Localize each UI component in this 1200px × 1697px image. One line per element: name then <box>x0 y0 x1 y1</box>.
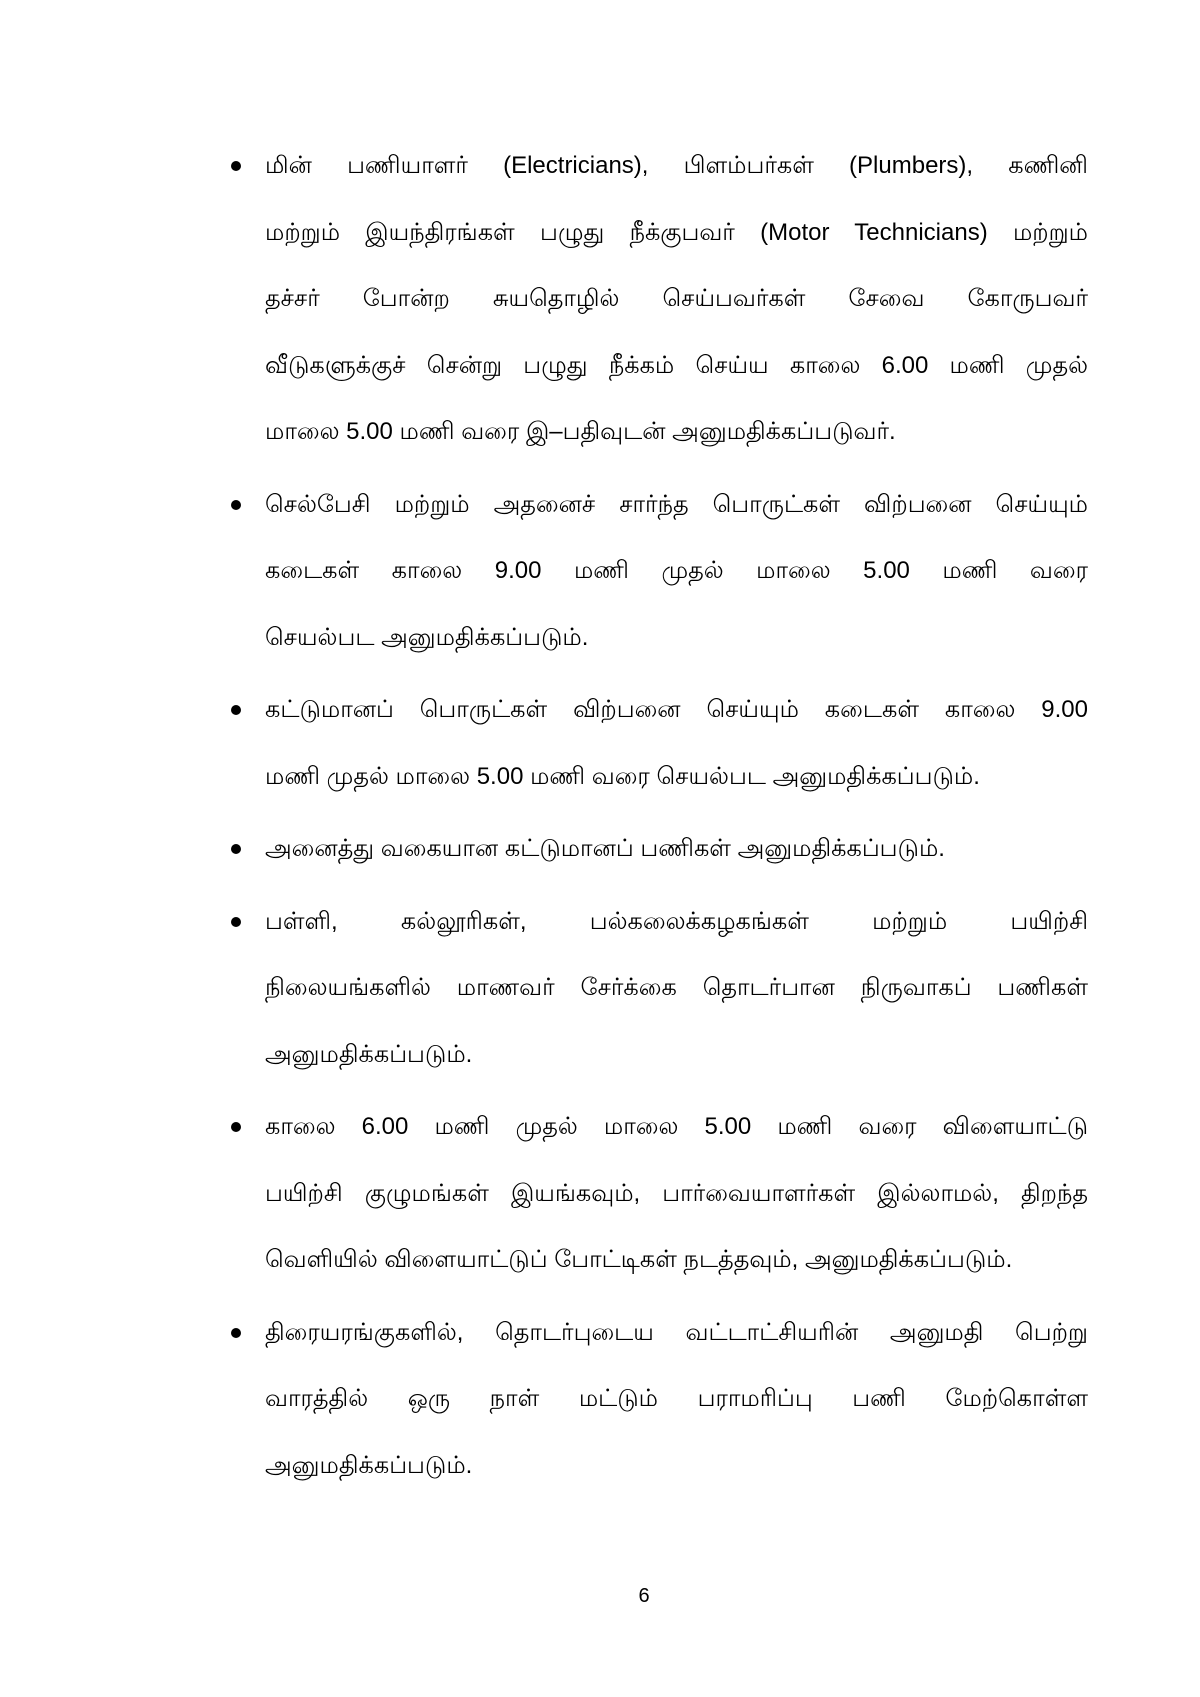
bullet-text-line: செல்பேசி மற்றும் அதனைச் சார்ந்த பொருட்கள் விற்பனை செய்யும் <box>265 490 1088 518</box>
bullet-item <box>265 472 1088 672</box>
bullet-icon <box>231 844 241 854</box>
bullet-list <box>265 133 1088 1505</box>
bullet-text-line: மாலை 5.00 மணி வரை இ–பதிவுடன் அனுமதிக்கப்படுவர். <box>265 418 896 445</box>
bullet-text-line: வாரத்தில் ஒரு நாள் மட்டும் பராமரிப்பு பணி மேற்கொள்ள <box>265 1385 1088 1412</box>
bullet-item <box>265 816 1088 883</box>
bullet-text-line: செயல்பட அனுமதிக்கப்படும். <box>265 623 589 651</box>
bullet-text-line: மின் பணியாளர் (Electricians), பிளம்பர்கள் (Plumbers), கணினி <box>265 152 1088 179</box>
bullet-item <box>265 133 1088 466</box>
bullet-text-line: மற்றும் இயந்திரங்கள் பழுது நீக்குபவர் (Motor Technicians) மற்றும் <box>265 218 1088 246</box>
bullet-text-line: தச்சர் போன்ற சுயதொழில் செய்பவர்கள் சேவை கோருபவர் <box>265 285 1088 312</box>
bullet-icon <box>231 1122 241 1132</box>
bullet-icon <box>231 917 241 927</box>
page-number: 6 <box>638 1585 650 1607</box>
bullet-icon <box>231 161 241 171</box>
bullet-text-line: நிலையங்களில் மாணவர் சேர்க்கை தொடர்பான நிருவாகப் பணிகள் <box>265 974 1088 1001</box>
bullet-item <box>265 1094 1088 1294</box>
bullet-text-line: திரையரங்குகளில், தொடர்புடைய வட்டாட்சியரின் அனுமதி பெற்று <box>265 1318 1088 1346</box>
bullet-text-line: அனைத்து வகையான கட்டுமானப் பணிகள் அனுமதிக்கப்படும். <box>265 835 945 862</box>
bullet-item <box>265 677 1088 810</box>
bullet-text-line: வீடுகளுக்குச் சென்று பழுது நீக்கம் செய்ய காலை 6.00 மணி முதல் <box>265 351 1088 379</box>
bullet-icon <box>231 1328 241 1338</box>
bullet-text-line: கடைகள் காலை 9.00 மணி முதல் மாலை 5.00 மணி வரை <box>265 557 1088 584</box>
bullet-icon <box>231 500 241 510</box>
bullet-item <box>265 1300 1088 1500</box>
bullet-text-line: அனுமதிக்கப்படும். <box>265 1451 473 1479</box>
bullet-text-line: அனுமதிக்கப்படும். <box>265 1040 473 1068</box>
bullet-text-line: மணி முதல் மாலை 5.00 மணி வரை செயல்பட அனுமதிக்கப்படும். <box>265 762 980 790</box>
bullet-text-line: வெளியில் விளையாட்டுப் போட்டிகள் நடத்தவும், அனுமதிக்கப்படும். <box>265 1246 1013 1273</box>
bullet-text-line: காலை 6.00 மணி முதல் மாலை 5.00 மணி வரை விளையாட்டு <box>265 1113 1088 1140</box>
bullet-item <box>265 889 1088 1089</box>
bullet-text-line: கட்டுமானப் பொருட்கள் விற்பனை செய்யும் கடைகள் காலை 9.00 <box>265 696 1088 723</box>
bullet-text-line: பள்ளி, கல்லூரிகள், பல்கலைக்கழகங்கள் மற்றும் பயிற்சி <box>265 907 1088 935</box>
bullet-icon <box>231 705 241 715</box>
bullet-text-line: பயிற்சி குழுமங்கள் இயங்கவும், பார்வையாளர்கள் இல்லாமல், திறந்த <box>265 1179 1088 1207</box>
